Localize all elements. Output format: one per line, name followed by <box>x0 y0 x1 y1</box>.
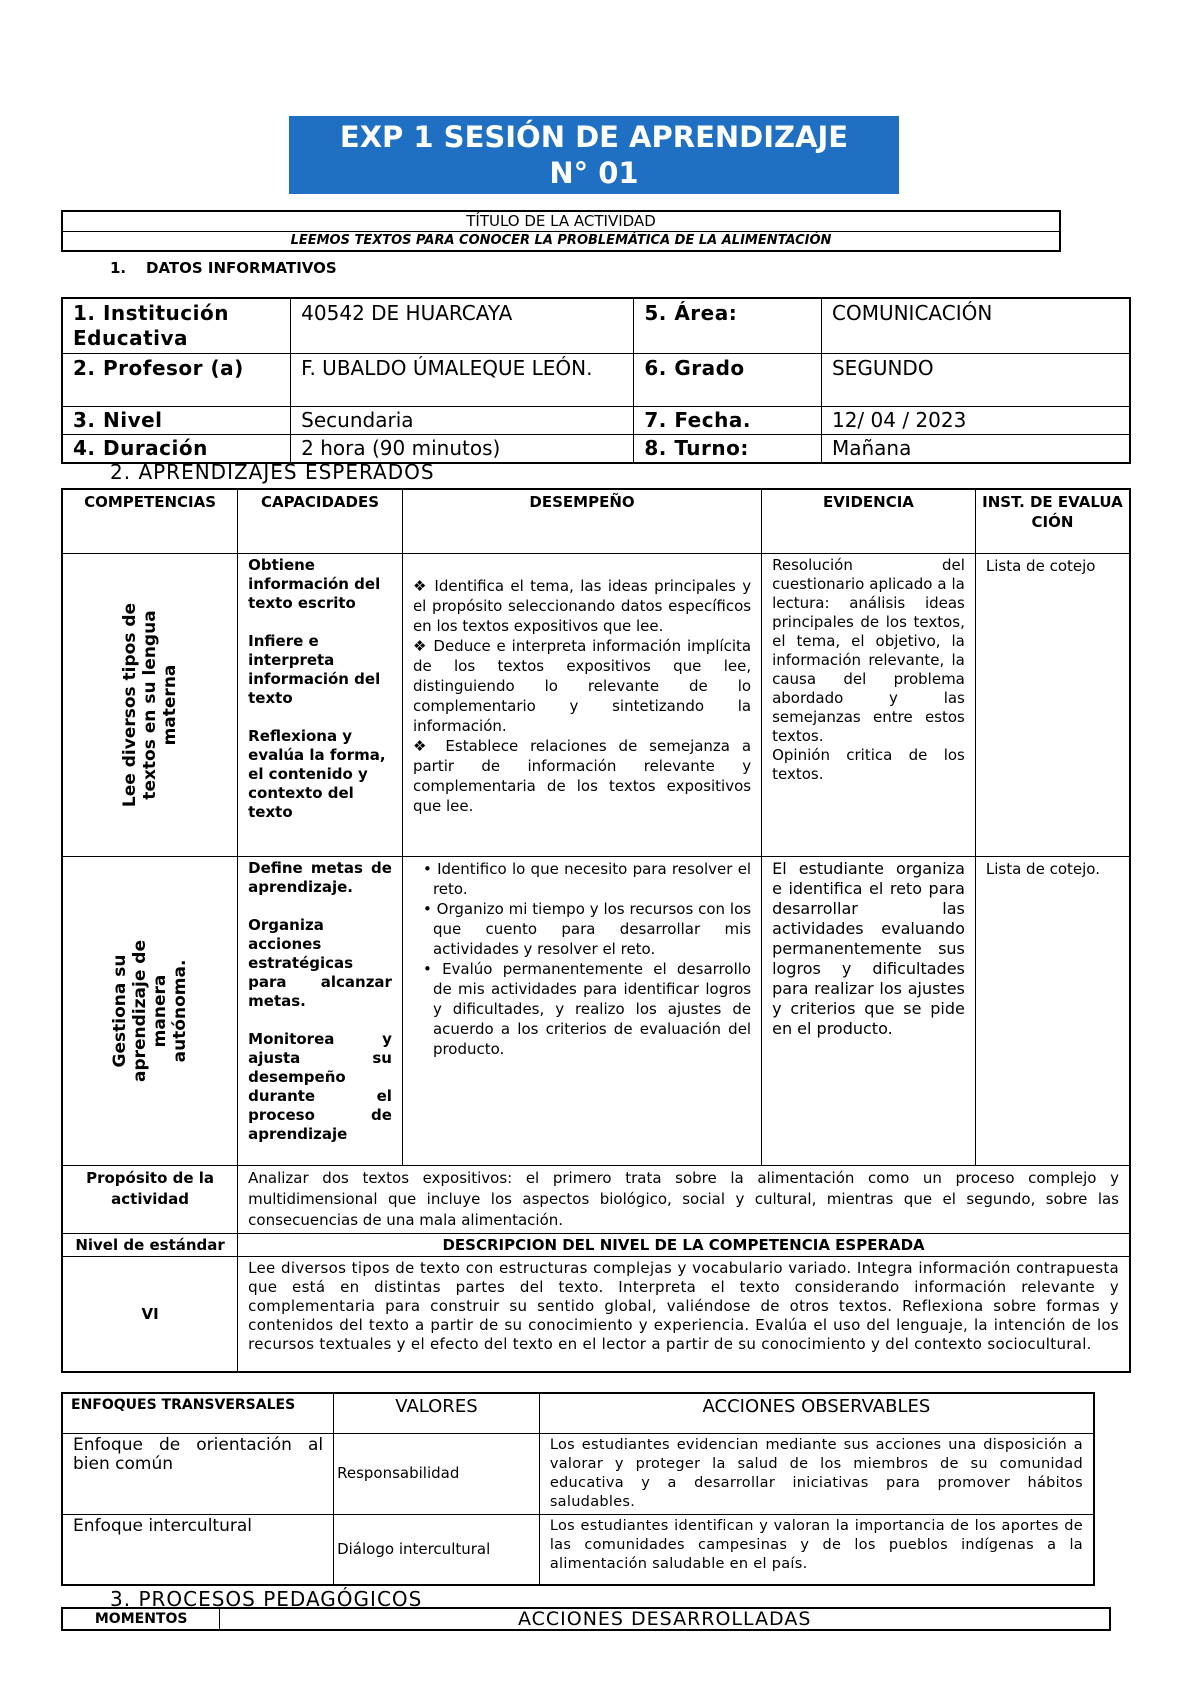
enfoque-accion: Los estudiantes identifican y valoran la importancia de los aportes de las comunidades campesinas y de los pueblos indígenas a la alimentación saludable en el país. <box>539 1514 1094 1585</box>
enfoque-valor: Responsabilidad <box>334 1433 540 1514</box>
aprendizajes-header-row <box>62 489 1130 553</box>
datos-label: 8. Turno: <box>634 435 822 464</box>
competencia-line: Gestiona su <box>110 954 131 1067</box>
session-title-line1: EXP 1 SESIÓN DE APRENDIZAJE <box>339 120 849 154</box>
datos-label: 1. Institución Educativa <box>62 298 291 354</box>
datos-value: 40542 DE HUARCAYA <box>291 298 634 354</box>
nivel-value: VI <box>62 1256 238 1372</box>
competencia-cell <box>62 553 238 856</box>
datos-value: 2 hora (90 minutos) <box>291 435 634 464</box>
desempeno-item: • Identifico lo que necesito para resolver el reto. <box>422 859 752 898</box>
enfoque-valor: Diálogo intercultural <box>334 1514 540 1585</box>
desempeno-item: • Evalúo permanentemente el desarrollo de mis actividades para identificar logros y dificultades, y realizo los ajustes de acuerdo a los criterios de evaluación del producto. <box>422 959 752 1058</box>
capacidad-item: Infiere e interpreta información del texto <box>248 631 381 707</box>
momentos-header-row <box>62 1608 1110 1630</box>
desempeno-text: Identifico lo que necesito para resolver el reto. <box>432 859 752 898</box>
datos-label: 5. Área: <box>634 298 822 354</box>
nivel-header-row <box>62 1233 1130 1256</box>
nivel-row <box>62 1256 1130 1372</box>
proposito-text: Analizar dos textos expositivos: el primero trata sobre la alimentación como un proceso complejo y multidimensional que incluye los aspectos biológico, social y cultural, mientras que el segundo, sobre las consecuencias de una mala alimentación. <box>238 1165 1130 1233</box>
momentos-table <box>61 1607 1111 1631</box>
datos-label: 7. Fecha. <box>634 407 822 435</box>
datos-row <box>62 407 1130 435</box>
datos-value: Mañana <box>821 435 1130 464</box>
proposito-row <box>62 1165 1130 1233</box>
capacidad-item: Obtiene información del texto escrito <box>248 555 381 612</box>
competencia-row-lee <box>62 553 1130 856</box>
header-valores: VALORES <box>334 1393 540 1433</box>
competencia-line: aprendizaje de <box>130 939 151 1082</box>
instrumento-cell: Lista de cotejo <box>975 553 1130 856</box>
capacidades-cell <box>238 553 403 856</box>
desempeno-cell <box>402 553 761 856</box>
header-instrumento: INST. DE EVALUACIÓN <box>975 489 1130 553</box>
competencia-cell <box>62 856 238 1165</box>
nivel-heading: DESCRIPCION DEL NIVEL DE LA COMPETENCIA ESPERADA <box>238 1233 1130 1256</box>
capacidad-item: Define metas de aprendizaje. <box>248 858 392 896</box>
datos-label: 4. Duración <box>62 435 291 464</box>
desempeno-item: ❖ Establece relaciones de semejanza a partir de información relevante y complementaria de los textos expositivos que lee. <box>412 736 752 815</box>
capacidades-cell <box>238 856 403 1165</box>
enfoque-row <box>62 1433 1094 1514</box>
datos-label: 6. Grado <box>634 354 822 407</box>
datos-value: SEGUNDO <box>821 354 1130 407</box>
competencia-line: materna <box>160 664 181 745</box>
header-evidencia: EVIDENCIA <box>762 489 976 553</box>
desempeno-text: Organizo mi tiempo y los recursos con los que cuento para desarrollar mis actividades y resolver el reto. <box>432 899 752 958</box>
datos-label: 2. Profesor (a) <box>62 354 291 407</box>
evidencia-cell <box>762 553 976 856</box>
desempeno-text: Evalúo permanentemente el desarrollo de mis actividades para identificar logros y dificultades, y realizo los ajustes de acuerdo a los criterios de evaluación del producto. <box>432 959 752 1058</box>
enfoques-header-row <box>62 1393 1094 1433</box>
desempeno-item: ❖ Deduce e interpreta información implícita de los textos expositivos que lee, distinguiendo lo relevante de lo complementario y sintetizando la información. <box>412 636 752 735</box>
header-momentos: MOMENTOS <box>62 1608 220 1630</box>
datos-value: Secundaria <box>291 407 634 435</box>
enfoque-row <box>62 1514 1094 1585</box>
competencia-lee-text <box>120 602 180 806</box>
evidencia-cell: El estudiante organiza e identifica el reto para desarrollar las actividades evaluando permanentemente sus logros y dificultades para realizar los ajustes y criterios que se pide en el producto. <box>762 856 976 1165</box>
section-3-heading: 3. PROCESOS PEDAGÓGICOS <box>110 1587 423 1611</box>
session-title-line2: N° 01 <box>549 156 639 190</box>
header-competencias: COMPETENCIAS <box>62 489 238 553</box>
enfoque-accion: Los estudiantes evidencian mediante sus acciones una disposición a valorar y proteger la salud de los miembros de su comunidad educativa y a desarrollar iniciativas para promover hábitos saludables. <box>539 1433 1094 1514</box>
datos-label: 3. Nivel <box>62 407 291 435</box>
nivel-description: Lee diversos tipos de texto con estructuras complejas y vocabulario variado. Integra información contrapuesta que está en distintas partes del texto. Interpreta el texto considerando información relevante y complementaria para construir su sentido global, valiéndose de otros textos. Reflexiona sobre formas y contenidos del texto a partir de su conocimiento y experiencia. Evalúa el uso del lenguaje, la intención de los recursos textuales y el efecto del texto en el lector a partir de su conocimiento y del contexto sociocultural. <box>238 1256 1130 1372</box>
competencia-row-gestiona <box>62 856 1130 1165</box>
desempeno-cell <box>402 856 761 1165</box>
evidencia-text: Resolución del cuestionario aplicado a la lectura: análisis ideas principales de los textos, el tema, el objetivo, la información relevante, la causa del problema abordado y las semejanzas entre estos textos. <box>772 555 965 745</box>
enfoque-name: Enfoque intercultural <box>62 1514 334 1585</box>
section-1-heading <box>110 259 337 277</box>
datos-row <box>62 435 1130 464</box>
header-enfoques: ENFOQUES TRANSVERSALES <box>62 1393 334 1433</box>
competencia-line: Lee diversos tipos de <box>120 602 141 807</box>
desempeno-list <box>413 859 751 1059</box>
section-2-heading: 2. APRENDIZAJES ESPERADOS <box>110 460 435 484</box>
capacidad-item: Organiza acciones estratégicas para alcanzar metas. <box>248 915 392 1010</box>
capacidad-item: Monitorea y ajusta su desempeño durante el proceso de aprendizaje <box>248 1029 392 1143</box>
datos-value: F. UBALDO ÚMALEQUE LEÓN. <box>291 354 634 407</box>
enfoque-name: Enfoque de orientación al bien común <box>62 1433 334 1514</box>
evidencia-text: Opinión critica de los textos. <box>772 745 965 783</box>
competencia-line: textos en su lengua <box>140 609 161 800</box>
header-acciones: ACCIONES OBSERVABLES <box>539 1393 1094 1433</box>
capacidad-item: Reflexiona y evalúa la forma, el contenido y contexto del texto <box>248 726 386 821</box>
competencia-gestiona-text <box>110 940 190 1082</box>
section-1-number: 1. <box>110 259 127 277</box>
datos-row <box>62 298 1130 354</box>
enfoques-table <box>61 1392 1095 1586</box>
datos-informativos-table <box>61 297 1131 464</box>
instrumento-cell: Lista de cotejo. <box>975 856 1130 1165</box>
aprendizajes-table <box>61 488 1131 1373</box>
datos-value: 12/ 04 / 2023 <box>821 407 1130 435</box>
nivel-label: Nivel de estándar <box>62 1233 238 1256</box>
desempeno-item: ❖ Identifica el tema, las ideas principales y el propósito seleccionando datos específicos en los textos expositivos que lee. <box>412 576 752 635</box>
header-desempeno: DESEMPEÑO <box>402 489 761 553</box>
datos-value: COMUNICACIÓN <box>821 298 1130 354</box>
header-acciones-desarrolladas: ACCIONES DESARROLLADAS <box>220 1608 1110 1630</box>
activity-title-box <box>61 210 1061 252</box>
activity-name: LEEMOS TEXTOS PARA CONOCER LA PROBLEMÁTICA DE LA ALIMENTACIÓN <box>290 233 832 248</box>
competencia-line: manera <box>150 974 171 1047</box>
activity-heading: TÍTULO DE LA ACTIVIDAD <box>63 212 1059 232</box>
proposito-label: Propósito de la actividad <box>62 1165 238 1233</box>
session-title <box>289 116 899 194</box>
section-1-title: DATOS INFORMATIVOS <box>146 259 337 277</box>
competencia-line: autónoma. <box>170 959 191 1062</box>
header-capacidades: CAPACIDADES <box>238 489 403 553</box>
desempeno-item: • Organizo mi tiempo y los recursos con los que cuento para desarrollar mis actividades y resolver el reto. <box>422 899 752 958</box>
datos-row <box>62 354 1130 407</box>
